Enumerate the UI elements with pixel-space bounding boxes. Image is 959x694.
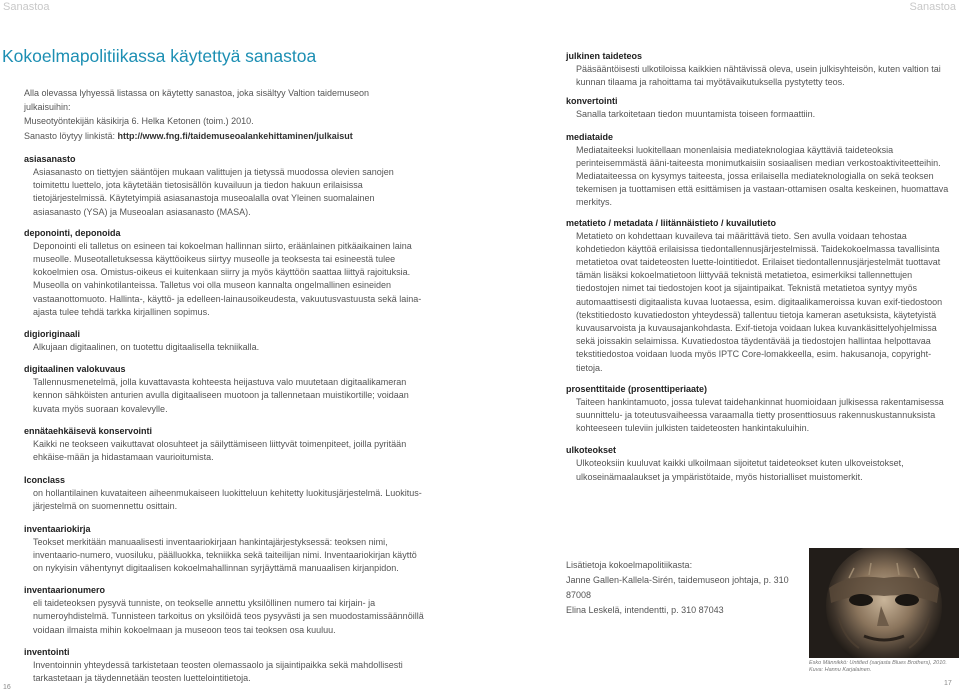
definition-digioriginaali: Alkujaan digitaalinen, on tuotettu digitaalisella tekniikalla. bbox=[33, 342, 260, 353]
intro-link-prefix: Sanasto löytyy linkistä: bbox=[24, 130, 118, 141]
term-metatieto: metatieto / metadata / liitännäistieto / kuvailutieto bbox=[566, 217, 777, 228]
intro-link-line bbox=[24, 129, 404, 143]
definition-asiasanasto: Asiasanasto on tiettyjen sääntöjen mukaan valittujen ja tietyssä muodossa olevien sanojen toimitettu luettelo, jota käytetään tietosisällön kuvailuun ja tiedon hakuun erilaisissa tietojärjestelmissä. Käytetyimpiä asiasanastoja museoalalla ovat Yleinen suomalainen asiasanasto (YSA) ja Museoalan asiasanasto (MASA). bbox=[33, 167, 394, 217]
contact-director: Janne Gallen-Kallela-Sirén, taidemuseon johtaja, p. 310 87008 bbox=[566, 575, 789, 600]
definition-mediataide: Mediataiteeksi luokitellaan monenlaisia mediateknologiaa käyttäviä taideteoksia perinteisemmästä ääni-taiteesta monimutkaisiin sosiaalisen median verkostoaktiviteetteihin. Mediataiteessa on kysymys taiteesta, jossa erilaisella mediateknologialla on sekä teoksen tekemisen ja tuottamisen että esittämisen ja vastaan-ottamisen osalta keskeinen, huomattava merkitys. bbox=[576, 144, 949, 208]
term-inventaarionumero: inventaarionumero bbox=[24, 585, 106, 596]
term-julkinen-taideteos: julkinen taideteos bbox=[566, 51, 643, 61]
running-header-left: Sanastoa bbox=[3, 1, 50, 13]
intro-line-1: Alla olevassa lyhyessä listassa on käytetty sanastoa, joka sisältyy Valtion taidemuseon julkaisuihin: bbox=[24, 88, 370, 113]
definition-inventaariokirja: Teokset merkitään manuaalisesti inventaariokirjaan hankintajärjestyksessä: teoksen nimi, inventaario-numero, vuosiluku, päälluokka, tekniikka sekä taiteilijan nimi. Inventaariokirjan käyttö on nykyisin vähentynyt digitaalisen kokoelmahallinnan syrjäyttämä manuaalisen kirjanpidon. bbox=[33, 536, 417, 574]
intro-paragraph bbox=[24, 86, 404, 143]
definition-ulkoteokset: Ulkoteoksiin kuuluvat kaikki ulkoilmaan sijoitetut taideteokset kuten ulkoveistokset, ulkoseinämaalaukset ja ympäristötaide, myös historialliset muistomerkit. bbox=[576, 458, 904, 482]
term-ulkoteokset: ulkoteokset bbox=[566, 445, 617, 456]
photo-caption bbox=[809, 660, 959, 674]
definition-inventaarionumero: eli taideteoksen pysyvä tunniste, on teokselle annettu yksilöllinen numero tai kirjain- ja numeroyhdistelmä. Tunnisteen tarkoitus on yksilöidä teos pysyvästi ja sen muodostamissäännöillä voidaan ilmaista mihin kokoelmaan ja museoon teos tai teoksen osa kuuluu. bbox=[33, 598, 424, 635]
term-deponointi: deponointi, deponoida bbox=[24, 227, 121, 238]
term-prosenttitaide: prosenttitaide (prosenttiperiaate) bbox=[566, 383, 708, 394]
page-title: Kokoelmapolitiikassa käytettyä sanastoa bbox=[2, 46, 317, 66]
term-inventaariokirja: inventaariokirja bbox=[24, 523, 91, 534]
contact-curator: Elina Leskelä, intendentti, p. 310 87043 bbox=[566, 605, 724, 615]
definition-ennaltaehkaiseva-konservointi: Kaikki ne teokseen vaikuttavat olosuhteet ja säilyttämiseen liittyvät toimenpiteet, joilla pyritään ehkäise-mään ja hidastamaan vaurioitumista. bbox=[33, 438, 407, 463]
term-konvertointi: konvertointi bbox=[566, 96, 618, 107]
running-header-right: Sanastoa bbox=[909, 1, 956, 13]
term-inventointi: inventointi bbox=[24, 646, 70, 657]
term-ennaltaehkaiseva-konservointi: ennätaehkäisevä konservointi bbox=[24, 425, 153, 436]
page-number-right: 17 bbox=[944, 680, 952, 687]
definition-konvertointi: Sanalla tarkoitetaan tiedon muuntamista toiseen formaattiin. bbox=[576, 109, 816, 120]
glossary-left-column bbox=[24, 153, 424, 685]
term-mediataide: mediataide bbox=[566, 131, 614, 142]
caption-title: Esko Männikkö: Untitled (sarjasta Blues Brothers), 2010. bbox=[809, 660, 947, 666]
definition-julkinen-taideteos: Pääsääntöisesti ulkotiloissa kaikkien nähtävissä oleva, usein julkisyhteisön, kuten valtion tai kunnan tilaama ja rahoittama tai myötävaikutuksella pystytetty teos. bbox=[576, 64, 941, 88]
term-asiasanasto: asiasanasto bbox=[24, 154, 76, 164]
glossary-right-column bbox=[566, 50, 958, 484]
definition-inventointi: Inventoinnin yhteydessä tarkistetaan teosten olemassaolo ja sijaintipaikka sekä mahdollisesti tarkastetaan ja täydennetään teosten luettelointitietoja. bbox=[33, 659, 403, 684]
glossary-link[interactable]: http://www.fng.fi/taidemuseoalankehittaminen/julkaisut bbox=[117, 130, 353, 141]
definition-digitaalinen-valokuvaus: Tallennusmenetelmä, jolla kuvattavasta kohteesta heijastuva valo muutetaan digitaalikameran kennon sähköisten anturien avulla digitaaliseen muotoon ja tallennetaan muistikortille; voidaan kuvata myös suoraan kovalevylle. bbox=[33, 377, 409, 414]
intro-line-2: Museotyöntekijän käsikirja 6. Helka Ketonen (toim.) 2010. bbox=[24, 116, 254, 127]
definition-deponointi: Deponointi eli talletus on esineen tai kokoelman hallinnan siirto, eräänlainen pitkäaikainen laina museolle. Museotalletuksessa käyttöoikeus siirtyy museolle ja teoksesta tai esineestä tulee kokoelmien osa. Omistus-oikeus ei kuitenkaan siirry ja myös käyttöön saattaa liittyä rajoituksia. Museolla on vahinkotilanteissa. Talletus voi olla museon kannalta ongelmallinen esineiden vastaanottomuoto. Hallinta-, käyttö- ja edelleen-lainausoikeudesta, vakuutusvastuusta sekä laina-ajasta tulee tehdä tarkka kirjallinen sopimus. bbox=[33, 240, 422, 317]
masked-face-artwork bbox=[809, 548, 959, 658]
caption-credit: Kuva: Hannu Karjalainen. bbox=[809, 667, 872, 673]
contact-info bbox=[566, 558, 796, 618]
definition-metatieto: Metatieto on kohdettaan kuvaileva tai määrittävä tieto. Sen avulla voidaan tehostaa kohdetiedon käyttöä erilaisissa tiedontallennusjärjestelmissä. Taidekokoelmassa tavallisinta metatietoa ovat taideteosten luette-lointitiedot. Erilaiset tiedontallennusjärjestelmät tuottavat tämän lisäksi kokoelmatietoon liittyvää teknistä metatietoa, esimerkiksi tallennettujen tiedostojen nimet tai tiedostojen koot ja sijaintipaikat. Teknistä metatietoa syntyy myös automaattisesti digitaalista kuvaa luotaessa, esim. digitaalikameroissa kuvan exif-tiedostoon (tekstitiedosto kuvatiedoston yhteydessä) tallentuu tietoja kameran asetuksista, käytetyistä kuvausarvoista ja kuvausajankohdasta. Exif-tietoja voidaan lukea kuvankäsittelyohjelmissa sekä joissakin selaimissa. Kuvatiedostoa täydentävää ja tiedostojen hallintaa helpottavaa tekstitiedostoa voidaan luoda myös IPTC Core-lomakkeella, esim. hakusanoja, copyright- tietoja. bbox=[576, 230, 943, 373]
definition-iconclass: on hollantilainen kuvataiteen aiheenmukaiseen luokitteluun kehitetty luokitusjärjestelmä. Luokitus-järjestelmä on suomennettu osittain. bbox=[33, 488, 422, 512]
page-number-left: 16 bbox=[3, 684, 11, 691]
term-iconclass: Iconclass bbox=[24, 475, 66, 486]
artwork-photo bbox=[809, 548, 959, 658]
term-digitaalinen-valokuvaus: digitaalinen valokuvaus bbox=[24, 364, 126, 375]
contact-heading: Lisätietoja kokoelmapolitiikasta: bbox=[566, 560, 693, 570]
term-digioriginaali: digioriginaali bbox=[24, 329, 81, 340]
definition-prosenttitaide: Taiteen hankintamuoto, jossa tulevat taidehankinnat huomioidaan julkisessa rakentamisessa suunnittelu- ja toteutusvaiheessa varaamalla tietty prosenttiosuus rakennuskustannuksista kohteeseen tuleviin julkisten taideteosten hankintakuluihin. bbox=[576, 396, 944, 434]
